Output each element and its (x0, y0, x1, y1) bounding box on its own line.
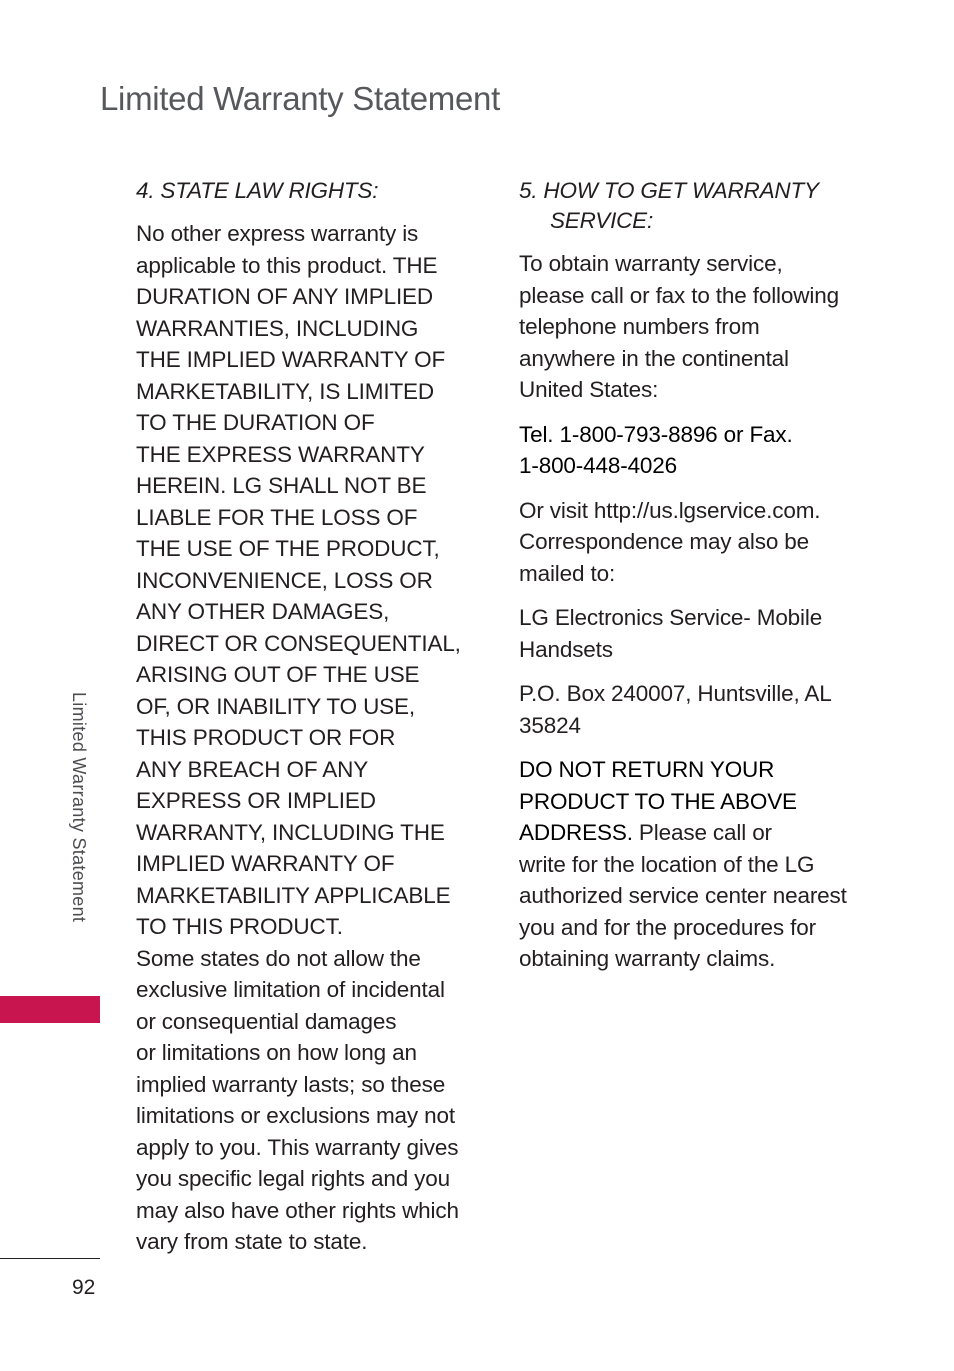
section-heading (519, 176, 874, 236)
section-body (136, 218, 486, 1258)
paragraph-address-box (519, 678, 874, 741)
text-line: you specific legal rights and you (136, 1166, 450, 1191)
text-line: ANY BREACH OF ANY (136, 756, 369, 782)
text-line: WARRANTY, INCLUDING THE (136, 819, 445, 845)
section-state-law-rights (136, 176, 486, 1258)
text-line: LG Electronics Service- Mobile (519, 605, 823, 630)
text-line: exclusive limitation of incidental (136, 977, 445, 1002)
text-line: THE EXPRESS WARRANTY (136, 441, 425, 467)
text-line: Some states do not allow the (136, 945, 421, 971)
text-line: applicable to this product. THE (136, 252, 438, 278)
text-line: INCONVENIENCE, LOSS OR (136, 567, 433, 593)
text-line: EXPRESS OR IMPLIED (136, 788, 376, 813)
side-tab-marker (0, 996, 100, 1023)
paragraph-address-name (519, 602, 874, 665)
text-line: implied warranty lasts; so these (136, 1071, 446, 1097)
text-line: DO NOT RETURN YOUR (519, 757, 775, 782)
text-line: ANY OTHER DAMAGES, (136, 599, 390, 624)
text-line: TO THIS PRODUCT. (136, 914, 343, 939)
text-line: write for the location of the LG (519, 851, 815, 877)
text-line: limitations or exclusions may not (136, 1103, 455, 1128)
paragraph-website (519, 495, 874, 590)
text-line: PRODUCT TO THE ABOVE (519, 788, 797, 814)
text-line: P.O. Box 240007, Huntsville, AL (519, 681, 832, 706)
text-line: THE IMPLIED WARRANTY OF (136, 347, 446, 372)
text-line: apply to you. This warranty gives (136, 1134, 459, 1160)
text-line: MARKETABILITY APPLICABLE (136, 882, 451, 908)
text-line: Correspondence may also be (519, 529, 810, 554)
heading-line: SERVICE: (550, 208, 654, 233)
paragraph-do-not-return (519, 754, 874, 975)
section-warranty-service (519, 176, 874, 988)
text-line: or consequential damages (136, 1008, 397, 1034)
text-line: or limitations on how long an (136, 1040, 417, 1065)
text-line: vary from state to state. (136, 1229, 368, 1254)
text-line: obtaining warranty claims. (519, 946, 776, 971)
text-line: THIS PRODUCT OR FOR (136, 725, 396, 750)
text-line: DIRECT OR CONSEQUENTIAL, (136, 630, 461, 656)
text-line: LIABLE FOR THE LOSS OF (136, 504, 418, 530)
text-line: United States: (519, 377, 659, 402)
text-line: ARISING OUT OF THE USE (136, 662, 420, 687)
text-line: 35824 (519, 712, 581, 738)
text-line: authorized service center nearest (519, 883, 847, 908)
text-line: Or visit http://us.lgservice.com. (519, 497, 821, 523)
text-line: may also have other rights which (136, 1197, 459, 1223)
side-tab-label: Limited Warranty Statement (69, 692, 89, 923)
text-line: WARRANTIES, INCLUDING (136, 315, 419, 341)
footer-divider (0, 1258, 100, 1259)
section-heading: 4. STATE LAW RIGHTS: (136, 178, 379, 203)
text-line: OF, OR INABILITY TO USE, (136, 693, 415, 719)
paragraph-phone-numbers (519, 419, 874, 482)
text-line: To obtain warranty service, (519, 251, 783, 276)
text-line: telephone numbers from (519, 314, 760, 339)
text-line: Handsets (519, 636, 613, 662)
text-line: MARKETABILITY, IS LIMITED (136, 378, 434, 404)
emphasis-text: ADDRESS. (519, 820, 633, 845)
text-line: please call or fax to the following (519, 282, 839, 308)
body-text: Please call or (632, 820, 772, 845)
page-title: Limited Warranty Statement (100, 80, 500, 117)
text-line: mailed to: (519, 560, 616, 586)
text-line: Tel. 1-800-793-8896 or Fax. (519, 421, 793, 447)
page-number: 92 (72, 1276, 96, 1299)
text-line: IMPLIED WARRANTY OF (136, 851, 395, 876)
text-line: HEREIN. LG SHALL NOT BE (136, 473, 427, 498)
text-line: DURATION OF ANY IMPLIED (136, 284, 434, 309)
paragraph-obtain-service (519, 248, 874, 406)
heading-line: 5. HOW TO GET WARRANTY (519, 178, 819, 203)
text-line (519, 817, 874, 849)
text-line: 1-800-448-4026 (519, 453, 678, 478)
text-line: you and for the procedures for (519, 914, 816, 940)
text-line: No other express warranty is (136, 221, 419, 246)
text-line: THE USE OF THE PRODUCT, (136, 536, 440, 561)
text-line: anywhere in the continental (519, 345, 789, 371)
text-line: TO THE DURATION OF (136, 410, 375, 435)
